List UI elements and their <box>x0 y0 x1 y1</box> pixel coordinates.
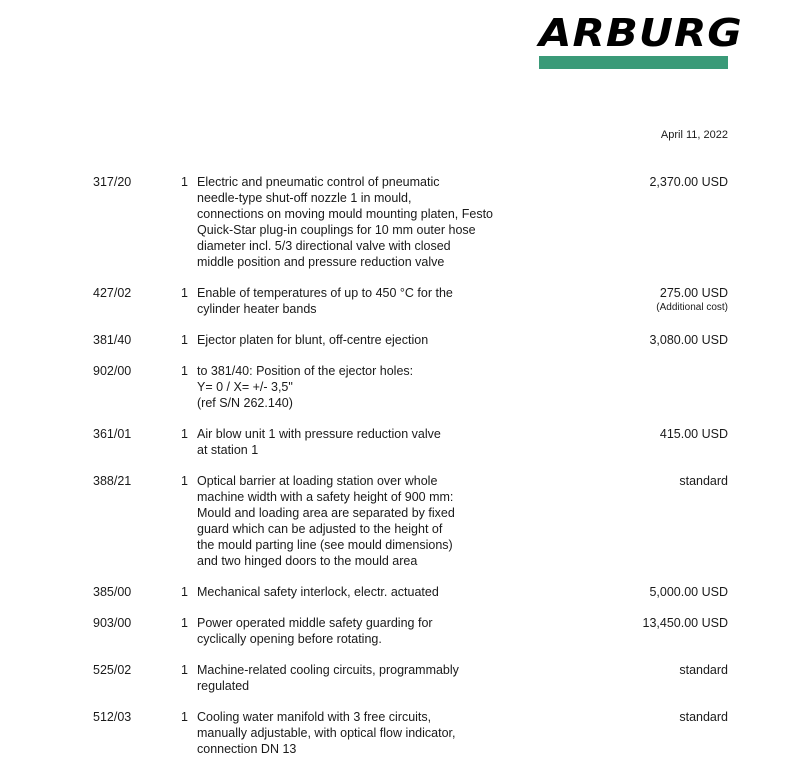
arburg-logo <box>539 10 743 70</box>
item-quantity: 1 <box>181 333 188 347</box>
price-value: 275.00 USD <box>659 286 728 300</box>
logo-green-bar <box>539 56 728 69</box>
price-value: standard <box>679 710 728 724</box>
item-price <box>679 709 728 725</box>
line-item <box>0 174 800 270</box>
description-line: cyclically opening before rotating. <box>197 632 382 646</box>
item-price <box>649 584 728 600</box>
price-note: (Additional cost) <box>656 302 728 313</box>
item-price <box>643 615 728 631</box>
document-date: April 11, 2022 <box>660 129 728 141</box>
item-description <box>197 584 497 600</box>
item-description <box>197 473 497 569</box>
price-value: 13,450.00 USD <box>642 616 728 630</box>
item-price <box>679 473 728 489</box>
item-description <box>197 285 497 317</box>
item-code: 903/00 <box>93 616 132 630</box>
item-description <box>197 332 497 348</box>
item-quantity: 1 <box>181 427 188 441</box>
line-item <box>0 332 800 348</box>
description-line: Optical barrier at loading station over whole <box>197 474 438 488</box>
description-line: Mould and loading area are separated by fixed <box>197 506 455 520</box>
description-line: at station 1 <box>197 443 259 457</box>
logo-wordmark: ARBURG <box>539 10 743 56</box>
item-quantity: 1 <box>181 585 188 599</box>
item-price <box>649 332 728 348</box>
line-item <box>0 285 800 317</box>
item-code: 388/21 <box>93 474 132 488</box>
description-line: (ref S/N 262.140) <box>197 396 293 410</box>
description-line: diameter incl. 5/3 directional valve with closed <box>197 239 451 253</box>
description-line: Quick-Star plug-in couplings for 10 mm outer hose <box>197 223 476 237</box>
quotation-items <box>0 174 800 757</box>
item-description <box>197 174 497 270</box>
description-line: Cooling water manifold with 3 free circuits, <box>197 710 432 724</box>
item-quantity: 1 <box>181 286 188 300</box>
description-line: Enable of temperatures of up to 450 °C for the <box>197 286 453 300</box>
item-quantity: 1 <box>181 663 188 677</box>
description-line: Mechanical safety interlock, electr. actuated <box>197 585 439 599</box>
item-quantity: 1 <box>181 364 188 378</box>
item-description <box>197 662 497 694</box>
description-line: middle position and pressure reduction valve <box>197 255 445 269</box>
item-quantity: 1 <box>181 474 188 488</box>
item-code: 427/02 <box>93 286 132 300</box>
price-value: 5,000.00 USD <box>649 585 728 599</box>
description-line: to 381/40: Position of the ejector holes: <box>197 364 414 378</box>
item-price <box>656 285 728 315</box>
description-line: the mould parting line (see mould dimensions) <box>197 538 453 552</box>
item-code: 525/02 <box>93 663 132 677</box>
item-price <box>660 426 728 442</box>
line-item <box>0 662 800 694</box>
description-line: connection DN 13 <box>197 742 297 756</box>
description-line: machine width with a safety height of 900 mm: <box>197 490 454 504</box>
description-line: and two hinged doors to the mould area <box>197 554 418 568</box>
item-code: 381/40 <box>93 333 132 347</box>
line-item <box>0 615 800 647</box>
price-value: 3,080.00 USD <box>649 333 728 347</box>
line-item <box>0 709 800 757</box>
item-code: 385/00 <box>93 585 132 599</box>
description-line: guard which can be adjusted to the height of <box>197 522 443 536</box>
price-value: standard <box>679 663 728 677</box>
item-quantity: 1 <box>181 616 188 630</box>
description-line: Power operated middle safety guarding for <box>197 616 433 630</box>
line-item <box>0 426 800 458</box>
item-code: 512/03 <box>93 710 132 724</box>
line-item <box>0 363 800 411</box>
item-code: 902/00 <box>93 364 132 378</box>
price-value: 2,370.00 USD <box>649 175 728 189</box>
line-item <box>0 473 800 569</box>
description-line: needle-type shut-off nozzle 1 in mould, <box>197 191 412 205</box>
item-code: 317/20 <box>93 175 132 189</box>
price-value: 415.00 USD <box>659 427 728 441</box>
description-line: Machine-related cooling circuits, programmably <box>197 663 459 677</box>
item-description <box>197 615 497 647</box>
item-description <box>197 363 497 411</box>
item-code: 361/01 <box>93 427 132 441</box>
description-line: connections on moving mould mounting platen, Festo <box>197 207 494 221</box>
item-price <box>649 174 728 190</box>
item-quantity: 1 <box>181 175 188 189</box>
description-line: cylinder heater bands <box>197 302 317 316</box>
description-line: Electric and pneumatic control of pneumatic <box>197 175 440 189</box>
price-value: standard <box>679 474 728 488</box>
line-item <box>0 584 800 600</box>
item-price <box>679 662 728 678</box>
description-line: Air blow unit 1 with pressure reduction valve <box>197 427 441 441</box>
description-line: manually adjustable, with optical flow indicator, <box>197 726 456 740</box>
description-line: Y= 0 / X= +/- 3,5" <box>197 380 293 394</box>
item-description <box>197 709 497 757</box>
description-line: Ejector platen for blunt, off-centre ejection <box>197 333 429 347</box>
item-description <box>197 426 497 458</box>
description-line: regulated <box>197 679 250 693</box>
item-quantity: 1 <box>181 710 188 724</box>
